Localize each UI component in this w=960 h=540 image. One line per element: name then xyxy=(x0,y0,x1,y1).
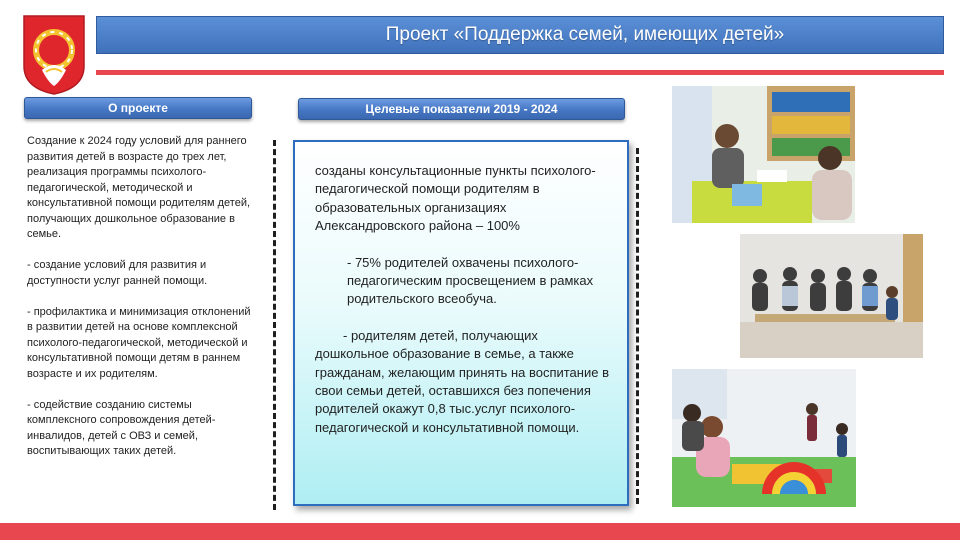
header-divider xyxy=(96,70,944,75)
about-paragraph: - профилактика и минимизация отклонений в развитии детей на основе комплексной психолого-педагогической, методической и консультативной помощи детям в раннем возрасте и их родителям. xyxy=(27,305,251,380)
target-item: - родителям детей, получающих дошкольное образование в семье, а также гражданам, желающим принять на воспитание в свои семьи детей, оставшихся без попечения родителей окажут 0,8 тыс.услуг психолого-педагогической и консультативной помощи. xyxy=(315,327,609,435)
dashed-divider-left xyxy=(273,140,276,510)
consultation-photo xyxy=(672,86,855,223)
about-text xyxy=(27,134,259,460)
target-item: созданы консультационные пункты психолого-педагогической помощи родителям в образовательных организациях Александровского района – 100% xyxy=(315,163,596,234)
footer-bar xyxy=(0,523,960,540)
playroom-photo xyxy=(672,369,856,507)
page-title: Проект «Поддержка семей, имеющих детей» xyxy=(385,24,785,45)
about-paragraph: Создание к 2024 году условий для раннего развития детей в возрасте до трех лет, реализация программы психолого-педагогической, методической и консультативной помощи родителям детей, получающих дошкольное образование в семье. xyxy=(27,135,251,240)
parents-meeting-photo xyxy=(740,234,923,358)
dashed-divider-right xyxy=(636,148,639,504)
target-indicators-panel xyxy=(293,140,629,506)
coat-of-arms-icon xyxy=(22,14,86,96)
about-project-button[interactable]: О проекте xyxy=(24,97,252,119)
about-paragraph: - содействие созданию системы комплексного сопровождения детей- инвалидов, детей с ОВЗ и семей, воспитывающих таких детей. xyxy=(27,398,216,457)
target-indicators-button[interactable]: Целевые показатели 2019 - 2024 xyxy=(298,98,625,120)
target-item: - 75% родителей охвачены психолого-педагогическим просвещением в рамках родительского всеобуча. xyxy=(347,254,594,307)
title-bar xyxy=(96,16,944,54)
about-paragraph: - создание условий для развития и доступности услуг ранней помощи. xyxy=(27,259,208,287)
